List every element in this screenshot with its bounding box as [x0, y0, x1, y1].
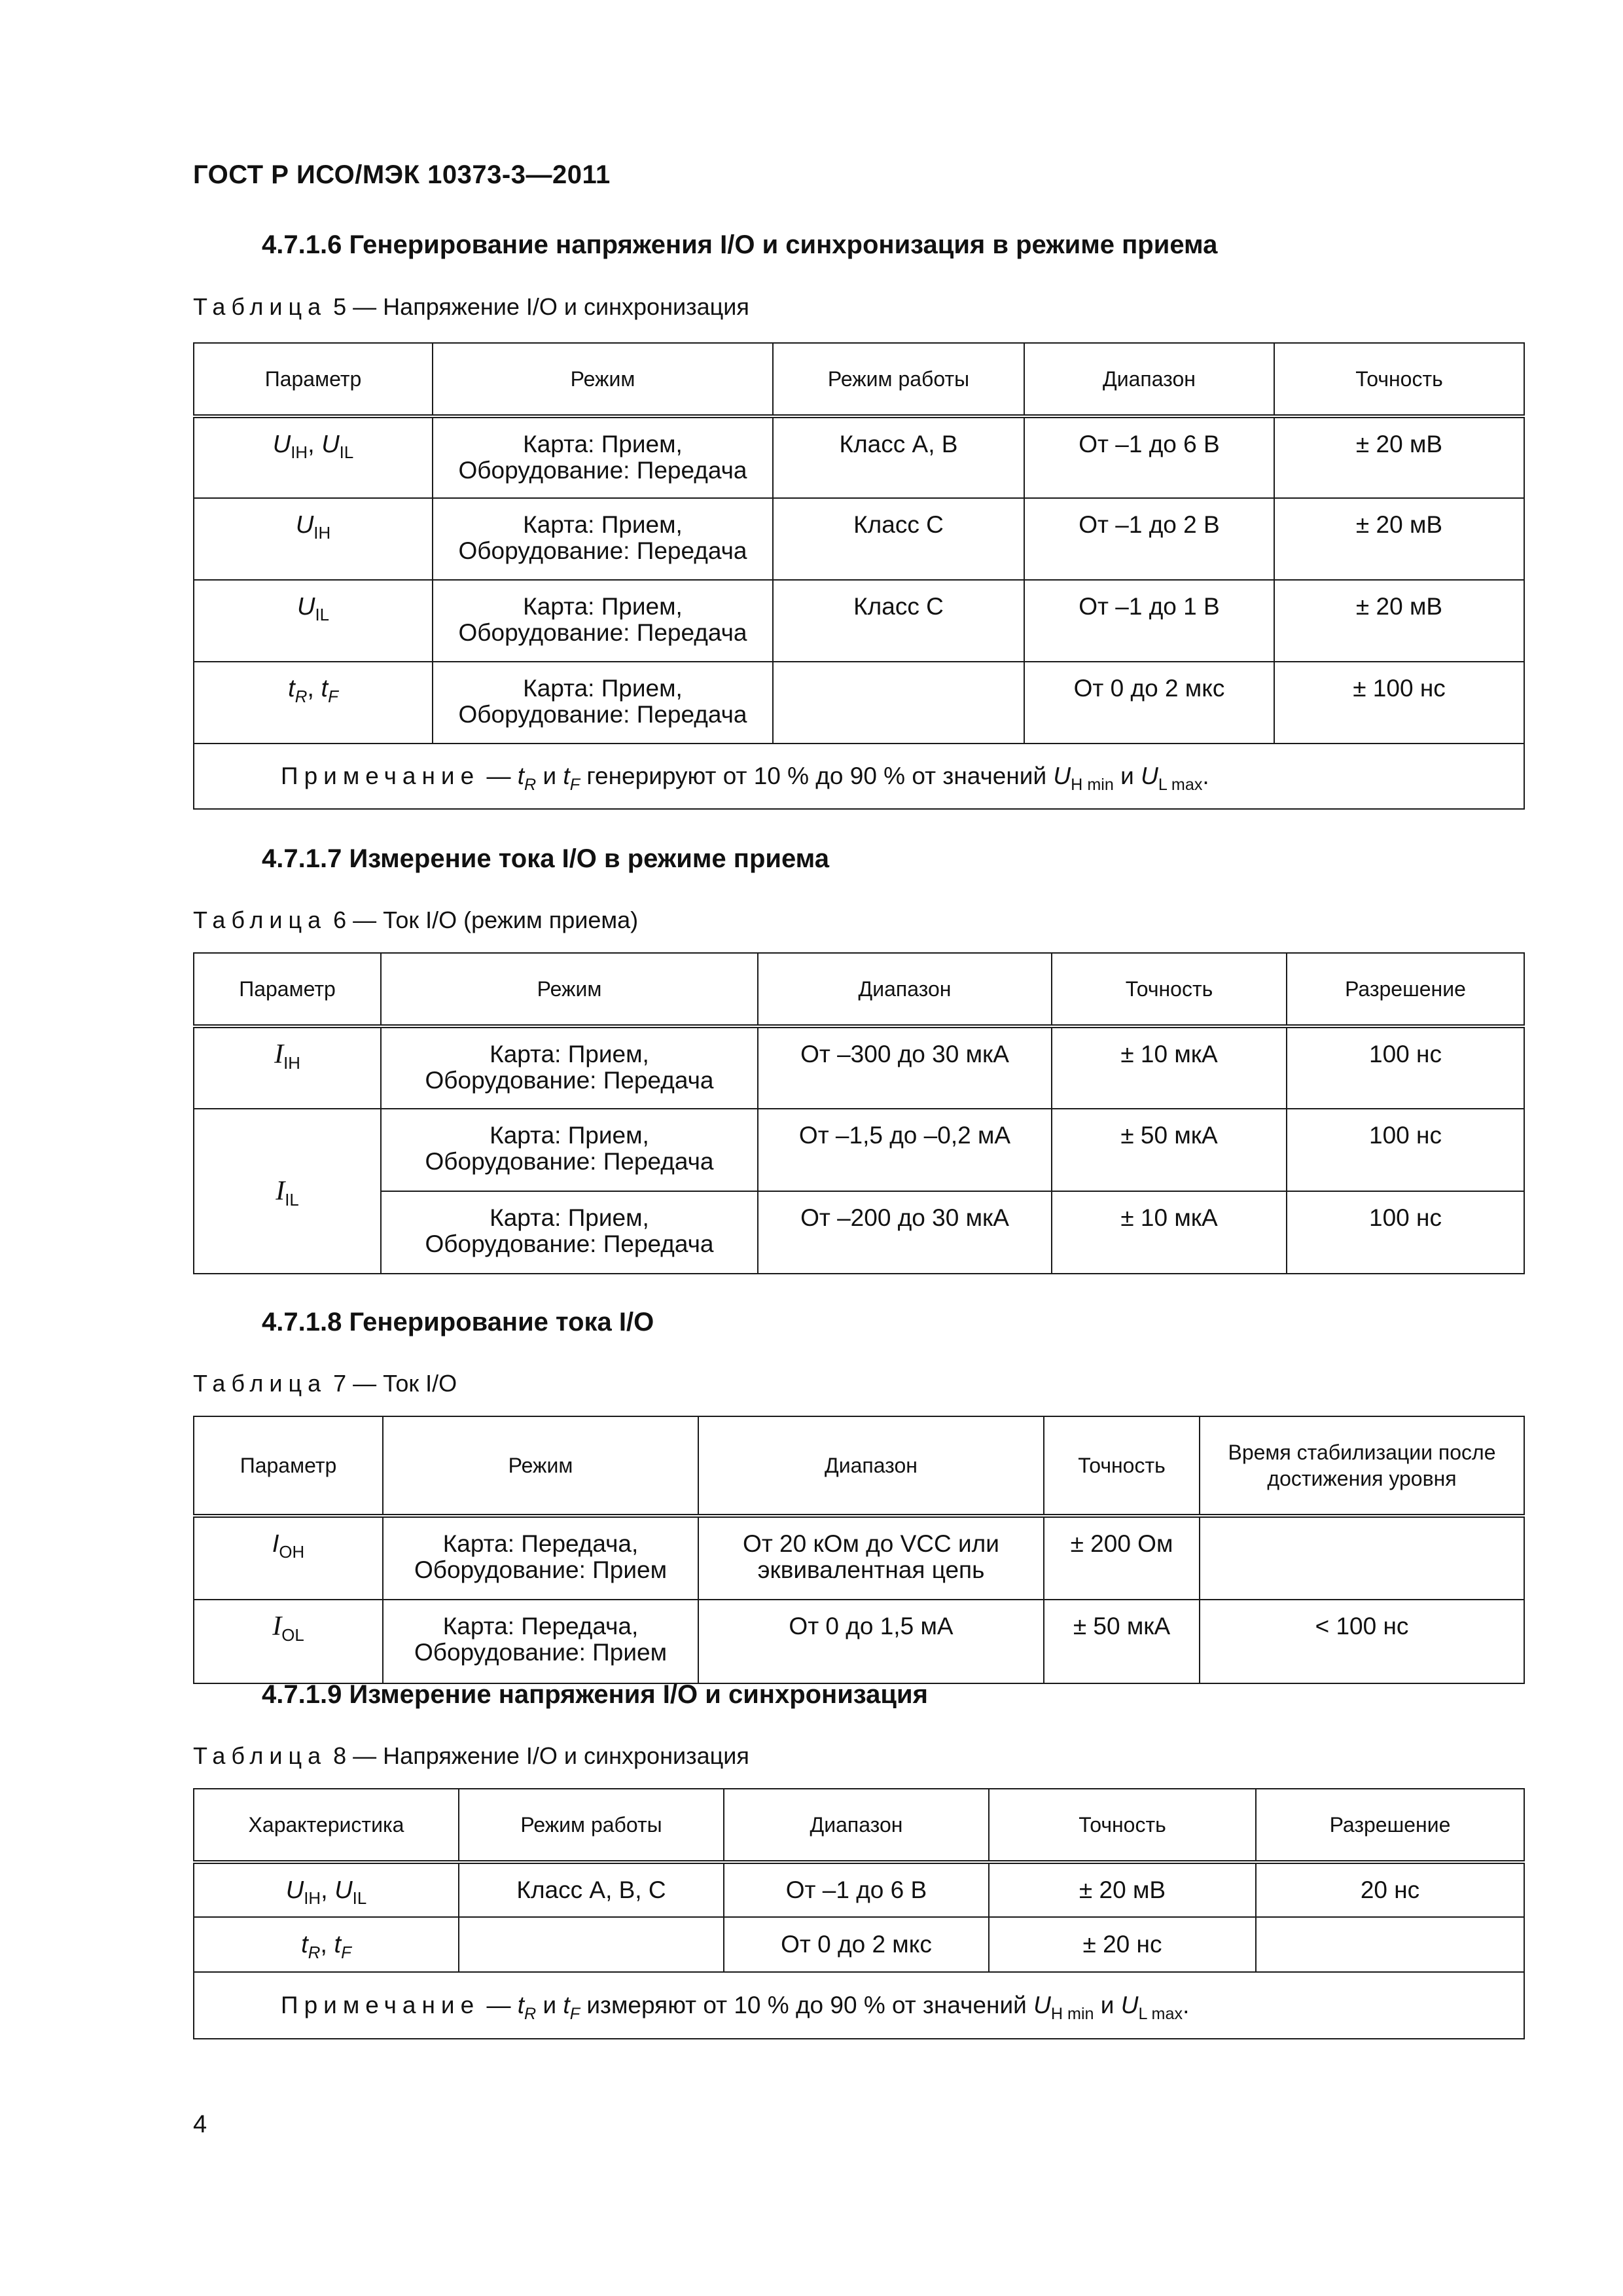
accuracy-cell: ± 20 мВ	[1274, 580, 1524, 662]
column-header: Режим	[383, 1416, 698, 1516]
range-line: От 0 до 1,5 мА	[789, 1613, 954, 1640]
symbol: U	[1053, 762, 1071, 789]
subscript: IH	[283, 1054, 300, 1073]
table-header-row	[194, 343, 1524, 416]
range-cell: От –300 до 30 мкА	[758, 1026, 1052, 1109]
subscript: H min	[1071, 775, 1114, 794]
mode-line: Оборудование: Передача	[458, 701, 747, 728]
parameter-cell	[194, 1026, 381, 1109]
mode-line: Карта: Прием,	[490, 1122, 649, 1149]
parameter-cell	[194, 1516, 383, 1600]
table-row	[194, 1600, 1524, 1683]
subscript: R	[294, 688, 308, 707]
table-8	[193, 1788, 1525, 2039]
subscript: R	[524, 775, 537, 794]
work-mode-cell: Класс А, В	[773, 416, 1024, 498]
column-header: Диапазон	[1024, 343, 1274, 416]
symbol: I	[272, 1611, 282, 1641]
column-header: Режим работы	[773, 343, 1024, 416]
table-5	[193, 342, 1525, 810]
mode-line: Карта: Прием,	[523, 431, 683, 457]
separator: ,	[307, 675, 321, 702]
separator: ,	[308, 431, 322, 458]
column-header: Режим	[381, 953, 758, 1026]
subscript: IH	[304, 1890, 321, 1909]
resolution-cell: 20 нс	[1256, 1862, 1524, 1917]
subscript: IL	[315, 606, 329, 625]
mode-line: Карта: Прием,	[523, 593, 683, 620]
range-cell: От –200 до 30 мкА	[758, 1191, 1052, 1274]
table-row	[194, 1862, 1524, 1917]
caption-text: 8 — Напряжение I/O и синхронизация	[327, 1742, 749, 1769]
mode-cell	[433, 662, 773, 744]
symbol: t	[301, 1931, 308, 1958]
column-header: Разрешение	[1256, 1789, 1524, 1862]
table-row	[194, 1516, 1524, 1600]
symbol: t	[517, 762, 525, 789]
range-line: эквивалентная цепь	[757, 1556, 985, 1583]
table-5-caption	[193, 293, 749, 321]
symbol: U	[295, 511, 314, 539]
caption-text: 7 — Ток I/O	[327, 1370, 457, 1397]
mode-cell	[433, 580, 773, 662]
work-mode-cell	[773, 662, 1024, 744]
symbol: t	[563, 762, 570, 789]
mode-line: Карта: Передача,	[442, 1613, 639, 1640]
mode-line: Карта: Прием,	[490, 1204, 649, 1231]
table-row	[194, 416, 1524, 498]
parameter-cell	[194, 1600, 383, 1683]
mode-line: Оборудование: Передача	[425, 1148, 714, 1175]
note-text: генерируют от 10 % до 90 % от значений	[580, 762, 1054, 789]
document-header: ГОСТ Р ИСО/МЭК 10373-3—2011	[193, 160, 611, 189]
resolution-cell	[1256, 1917, 1524, 1972]
symbol: U	[1120, 1992, 1139, 2018]
column-header: Точность	[1044, 1416, 1200, 1516]
table-6	[193, 952, 1525, 1274]
symbol: t	[334, 1931, 342, 1958]
range-cell	[698, 1516, 1044, 1600]
work-mode-cell: Класс С	[773, 498, 1024, 580]
range-cell: От –1 до 6 В	[1024, 416, 1274, 498]
mode-line: Карта: Передача,	[442, 1530, 639, 1557]
caption-text: 6 — Ток I/O (режим приема)	[327, 906, 639, 933]
mode-cell	[433, 498, 773, 580]
table-row	[194, 498, 1524, 580]
subscript: IL	[352, 1890, 367, 1909]
mode-cell	[381, 1191, 758, 1274]
note-text: и	[1094, 1992, 1121, 2018]
symbol: I	[272, 1530, 279, 1558]
subscript: F	[569, 775, 580, 794]
note-text: .	[1183, 1992, 1190, 2018]
table-row	[194, 1191, 1524, 1274]
section-heading-4-7-1-7: 4.7.1.7 Измерение тока I/O в режиме приема	[262, 844, 829, 873]
mode-cell	[381, 1026, 758, 1109]
mode-line: Оборудование: Прием	[414, 1556, 668, 1583]
table-header-row	[194, 1789, 1524, 1862]
section-heading-4-7-1-9: 4.7.1.9 Измерение напряжения I/O и синхронизация	[262, 1680, 928, 1709]
subscript: R	[524, 2004, 537, 2023]
work-mode-cell: Класс С	[773, 580, 1024, 662]
range-cell: От –1 до 6 В	[724, 1862, 989, 1917]
work-mode-cell	[459, 1917, 724, 1972]
parameter-cell	[194, 416, 433, 498]
symbol: U	[272, 431, 291, 458]
table-row	[194, 662, 1524, 744]
note-text: и	[1113, 762, 1141, 789]
mode-line: Карта: Прием,	[490, 1041, 649, 1067]
range-cell: От 0 до 2 мкс	[724, 1917, 989, 1972]
separator: ,	[321, 1876, 335, 1904]
note-dash: —	[480, 1992, 518, 2018]
subscript: L max	[1158, 775, 1203, 794]
range-cell: От –1,5 до –0,2 мА	[758, 1109, 1052, 1191]
table-note	[194, 1972, 1524, 2039]
caption-word: Таблица	[193, 1742, 327, 1769]
mode-line: Оборудование: Прием	[414, 1639, 668, 1666]
parameter-cell	[194, 1109, 381, 1274]
subscript: IL	[339, 444, 354, 463]
subscript: IL	[285, 1191, 299, 1210]
section-heading-4-7-1-6: 4.7.1.6 Генерирование напряжения I/O и синхронизация в режиме приема	[262, 230, 1218, 259]
table-7-caption	[193, 1370, 457, 1397]
column-header: Диапазон	[698, 1416, 1044, 1516]
column-header: Диапазон	[758, 953, 1052, 1026]
table-note-row	[194, 744, 1524, 809]
column-header: Параметр	[194, 343, 433, 416]
table-7	[193, 1416, 1525, 1684]
column-header: Точность	[1274, 343, 1524, 416]
table-row	[194, 580, 1524, 662]
accuracy-cell: ± 200 Ом	[1044, 1516, 1200, 1600]
table-note-row	[194, 1972, 1524, 2039]
resolution-cell: 100 нс	[1287, 1109, 1524, 1191]
symbol: t	[288, 675, 295, 702]
range-line: От 20 кОм до VCC или	[743, 1530, 999, 1557]
mode-cell	[383, 1600, 698, 1683]
note-text: .	[1202, 762, 1209, 789]
mode-line: Оборудование: Передача	[425, 1230, 714, 1257]
symbol: U	[334, 1876, 353, 1904]
column-header: Параметр	[194, 953, 381, 1026]
symbol: t	[563, 1992, 570, 2018]
stabilization-cell: < 100 нс	[1200, 1600, 1524, 1683]
resolution-cell: 100 нс	[1287, 1026, 1524, 1109]
mode-line: Оборудование: Передача	[458, 619, 747, 646]
table-row	[194, 1917, 1524, 1972]
parameter-cell	[194, 498, 433, 580]
symbol: I	[276, 1175, 285, 1206]
caption-word: Таблица	[193, 1370, 327, 1397]
page-number: 4	[193, 2111, 207, 2138]
symbol: U	[321, 431, 340, 458]
symbol: U	[297, 593, 315, 620]
range-cell: От 0 до 2 мкс	[1024, 662, 1274, 744]
accuracy-cell: ± 20 мВ	[989, 1862, 1256, 1917]
subscript: H min	[1050, 2004, 1094, 2023]
note-text: и	[536, 1992, 563, 2018]
parameter-cell	[194, 580, 433, 662]
accuracy-cell: ± 10 мкА	[1052, 1026, 1287, 1109]
accuracy-cell: ± 20 мВ	[1274, 416, 1524, 498]
accuracy-cell: ± 20 мВ	[1274, 498, 1524, 580]
column-header: Разрешение	[1287, 953, 1524, 1026]
column-header: Режим работы	[459, 1789, 724, 1862]
subscript: IH	[291, 444, 308, 463]
accuracy-cell: ± 10 мкА	[1052, 1191, 1287, 1274]
range-cell	[698, 1600, 1044, 1683]
note-label: Примечание	[281, 1992, 480, 2018]
accuracy-cell: ± 50 мкА	[1052, 1109, 1287, 1191]
column-header: Точность	[1052, 953, 1287, 1026]
range-cell: От –1 до 2 В	[1024, 498, 1274, 580]
symbol: t	[321, 675, 329, 702]
subscript: OH	[279, 1543, 305, 1562]
accuracy-cell: ± 50 мкА	[1044, 1600, 1200, 1683]
mode-line: Оборудование: Передача	[458, 537, 747, 564]
mode-cell	[381, 1109, 758, 1191]
separator: ,	[320, 1931, 334, 1958]
mode-line: Оборудование: Передача	[425, 1067, 714, 1094]
work-mode-cell: Класс А, В, С	[459, 1862, 724, 1917]
caption-text: 5 — Напряжение I/O и синхронизация	[327, 293, 749, 320]
subscript: L max	[1138, 2004, 1183, 2023]
subscript: OL	[281, 1626, 304, 1645]
subscript: F	[328, 688, 338, 707]
caption-word: Таблица	[193, 906, 327, 933]
column-header: Характеристика	[194, 1789, 459, 1862]
range-cell: От –1 до 1 В	[1024, 580, 1274, 662]
caption-word: Таблица	[193, 293, 327, 320]
parameter-cell	[194, 662, 433, 744]
table-row	[194, 1026, 1524, 1109]
table-6-caption	[193, 906, 638, 934]
mode-line: Оборудование: Передача	[458, 457, 747, 484]
subscript: F	[569, 2004, 580, 2023]
accuracy-cell: ± 100 нс	[1274, 662, 1524, 744]
mode-line: Карта: Прием,	[523, 675, 683, 702]
symbol: t	[517, 1992, 525, 2018]
note-text: и	[536, 762, 563, 789]
stabilization-cell	[1200, 1516, 1524, 1600]
table-row	[194, 1109, 1524, 1191]
symbol: U	[1033, 1992, 1051, 2018]
table-8-caption	[193, 1742, 749, 1770]
note-dash: —	[480, 762, 518, 789]
section-heading-4-7-1-8: 4.7.1.8 Генерирование тока I/O	[262, 1308, 654, 1336]
column-header: Диапазон	[724, 1789, 989, 1862]
note-label: Примечание	[281, 762, 480, 789]
mode-cell	[433, 416, 773, 498]
mode-line: Карта: Прием,	[523, 511, 683, 538]
subscript: IH	[313, 524, 331, 543]
column-header: Точность	[989, 1789, 1256, 1862]
note-text: измеряют от 10 % до 90 % от значений	[580, 1992, 1034, 2018]
subscript: F	[341, 1944, 351, 1963]
subscript: R	[308, 1944, 321, 1963]
symbol: U	[1141, 762, 1158, 789]
table-note	[194, 744, 1524, 809]
table-header-row	[194, 953, 1524, 1026]
parameter-cell	[194, 1917, 459, 1972]
resolution-cell: 100 нс	[1287, 1191, 1524, 1274]
column-header: Режим	[433, 343, 773, 416]
symbol: I	[274, 1039, 284, 1069]
mode-cell	[383, 1516, 698, 1600]
column-header: Параметр	[194, 1416, 383, 1516]
symbol: U	[285, 1876, 304, 1904]
column-header: Время стабилизации после достижения уровня	[1200, 1416, 1524, 1516]
parameter-cell	[194, 1862, 459, 1917]
accuracy-cell: ± 20 нс	[989, 1917, 1256, 1972]
table-header-row	[194, 1416, 1524, 1516]
